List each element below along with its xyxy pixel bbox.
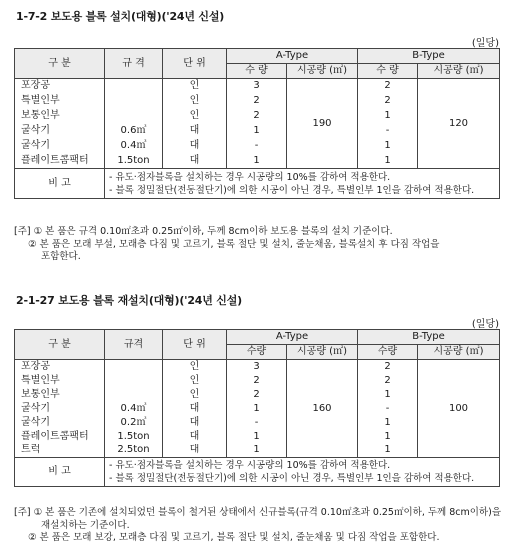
row-unit: 대 <box>163 402 227 416</box>
note-line: - 블록 정밀절단(전동절단기)에 의한 시공이 아닌 경우, 특별인부 1인을 감하여 적용한다. <box>109 473 475 484</box>
header-unit: 단 위 <box>163 330 227 360</box>
table-row <box>15 79 500 94</box>
row-unit: 인 <box>163 360 227 374</box>
row-spec: 0.4㎥ <box>105 402 163 416</box>
row-b-qty: 1 <box>358 388 418 402</box>
row-b-qty: 1 <box>358 430 418 444</box>
row-item: 포장공 <box>21 360 50 372</box>
footnote-line: ② 본 품은 모래 보강, 모래층 다짐 및 고르기, 블록 절단 및 설치, 줄눈채움 및 다짐 작업을 포함한다. <box>28 532 440 543</box>
row-spec <box>105 109 163 124</box>
footnote-line: ② 본 품은 모래 부설, 모래층 다짐 및 고르기, 블록 절단 및 설치, 줄눈채움, 블록설치 후 다짐 작업을 <box>28 238 440 250</box>
note-content <box>105 458 500 487</box>
section2-footnotes <box>14 507 501 545</box>
row-a-qty: - <box>227 139 287 154</box>
header-type-b: B-Type <box>358 330 500 345</box>
row-b-qty: - <box>358 402 418 416</box>
note-content <box>105 169 500 199</box>
header-type-b: B-Type <box>358 49 500 64</box>
section1-title: 1-7-2 보도용 블록 설치(대형)('24년 신설) <box>16 10 225 23</box>
note-line: - 블록 정밀절단(전동절단기)에 의한 시공이 아닌 경우, 특별인부 1인을 감하여 적용한다. <box>109 184 475 196</box>
row-unit: 인 <box>163 94 227 109</box>
row-spec <box>105 388 163 402</box>
section1-unit-label: (일당) <box>471 38 499 49</box>
section1-table <box>14 48 500 199</box>
row-item: 플레이트콤팩터 <box>21 430 89 442</box>
row-spec: 1.5ton <box>105 430 163 444</box>
row-spec: 0.6㎥ <box>105 124 163 139</box>
row-item: 굴삭기 <box>21 416 50 428</box>
row-item: 굴삭기 <box>21 402 50 414</box>
header-unit: 단 위 <box>163 49 227 79</box>
row-unit: 인 <box>163 388 227 402</box>
row-spec <box>105 374 163 388</box>
header-b-construction: 시공량 (㎡) <box>418 64 500 79</box>
row-spec: 2.5ton <box>105 444 163 458</box>
row-a-qty: 1 <box>227 124 287 139</box>
row-b-qty: 2 <box>358 360 418 374</box>
row-a-qty: 2 <box>227 109 287 124</box>
header-b-qty: 수 량 <box>358 64 418 79</box>
row-unit: 대 <box>163 430 227 444</box>
row-a-qty: 1 <box>227 444 287 458</box>
row-item: 굴삭기 <box>21 125 50 136</box>
row-a-qty: 1 <box>227 430 287 444</box>
row-item: 특별인부 <box>21 374 60 386</box>
row-unit: 인 <box>163 79 227 94</box>
header-type-a: A-Type <box>227 330 358 345</box>
row-b-qty: 1 <box>358 154 418 169</box>
header-a-qty: 수량 <box>227 345 287 360</box>
header-a-qty: 수 량 <box>227 64 287 79</box>
header-b-qty: 수량 <box>358 345 418 360</box>
row-item: 보통인부 <box>21 388 60 400</box>
row-unit: 인 <box>163 109 227 124</box>
row-spec <box>105 360 163 374</box>
row-spec: 0.4㎥ <box>105 139 163 154</box>
note-line: - 유도·점자블록을 설치하는 경우 시공량의 10%를 감하여 적용한다. <box>109 460 391 471</box>
header-spec: 규 격 <box>105 49 163 79</box>
row-b-qty: 2 <box>358 94 418 109</box>
row-item: 포장공 <box>21 80 50 92</box>
footnote-line: 재설치하는 기준이다. <box>41 519 130 531</box>
row-item: 특별인부 <box>21 95 60 106</box>
row-item: 트럭 <box>21 444 41 456</box>
note-line: - 유도·점자블록을 설치하는 경우 시공량의 10%를 감하여 적용한다. <box>109 171 391 183</box>
row-b-qty: 2 <box>358 374 418 388</box>
footnote-line: 포함한다. <box>41 251 81 262</box>
footnote-line: [주] ① 본 품은 규격 0.10㎡초과 0.25㎡이하, 두께 8cm이하 보도용 블록의 설치 기준이다. <box>14 226 393 237</box>
header-category: 구 분 <box>15 330 105 360</box>
a-construction-value: 160 <box>287 360 358 458</box>
header-a-construction: 시공량 (㎡) <box>287 64 358 79</box>
row-unit: 인 <box>163 374 227 388</box>
row-b-qty: 1 <box>358 109 418 124</box>
b-construction-value: 120 <box>418 79 500 169</box>
header-a-construction: 시공량 (㎡) <box>287 345 358 360</box>
a-construction-value: 190 <box>287 79 358 169</box>
row-a-qty: 3 <box>227 79 287 94</box>
row-item: 보통인부 <box>21 110 60 121</box>
header-spec: 규격 <box>105 330 163 360</box>
note-label: 비 고 <box>15 169 105 199</box>
row-a-qty: 2 <box>227 94 287 109</box>
row-b-qty: 1 <box>358 416 418 430</box>
footnote-line: [주] ① 본 품은 기존에 설치되었던 블록이 철거된 상태에서 신규블록(규격 0.10㎡초과 0.25㎡이하, 두께 8cm이하)을 <box>14 507 501 518</box>
row-spec <box>105 94 163 109</box>
section2-title: 2-1-27 보도용 블록 재설치(대형)('24년 신설) <box>16 294 242 307</box>
row-unit: 대 <box>163 416 227 430</box>
row-spec <box>105 79 163 94</box>
header-category: 구 분 <box>15 49 105 79</box>
row-spec: 0.2㎥ <box>105 416 163 430</box>
row-spec: 1.5ton <box>105 154 163 169</box>
row-unit: 대 <box>163 154 227 169</box>
row-b-qty: - <box>358 124 418 139</box>
row-b-qty: 1 <box>358 139 418 154</box>
header-type-a: A-Type <box>227 49 358 64</box>
row-a-qty: 2 <box>227 388 287 402</box>
note-row <box>15 458 500 487</box>
note-label: 비 고 <box>15 458 105 487</box>
table-row <box>15 360 500 374</box>
header-b-construction: 시공량 (㎡) <box>418 345 500 360</box>
section2-unit-label: (일당) <box>471 319 499 330</box>
row-unit: 대 <box>163 444 227 458</box>
row-b-qty: 1 <box>358 444 418 458</box>
row-item: 굴삭기 <box>21 140 50 151</box>
b-construction-value: 100 <box>418 360 500 458</box>
section2-table <box>14 329 500 487</box>
row-unit: 대 <box>163 124 227 139</box>
row-a-qty: 1 <box>227 402 287 416</box>
section1-footnotes <box>14 226 439 264</box>
row-a-qty: 1 <box>227 154 287 169</box>
row-a-qty: 2 <box>227 374 287 388</box>
row-a-qty: 3 <box>227 360 287 374</box>
note-row <box>15 169 500 199</box>
row-b-qty: 2 <box>358 79 418 94</box>
row-item: 플레이트콤팩터 <box>21 154 89 166</box>
row-a-qty: - <box>227 416 287 430</box>
row-unit: 대 <box>163 139 227 154</box>
